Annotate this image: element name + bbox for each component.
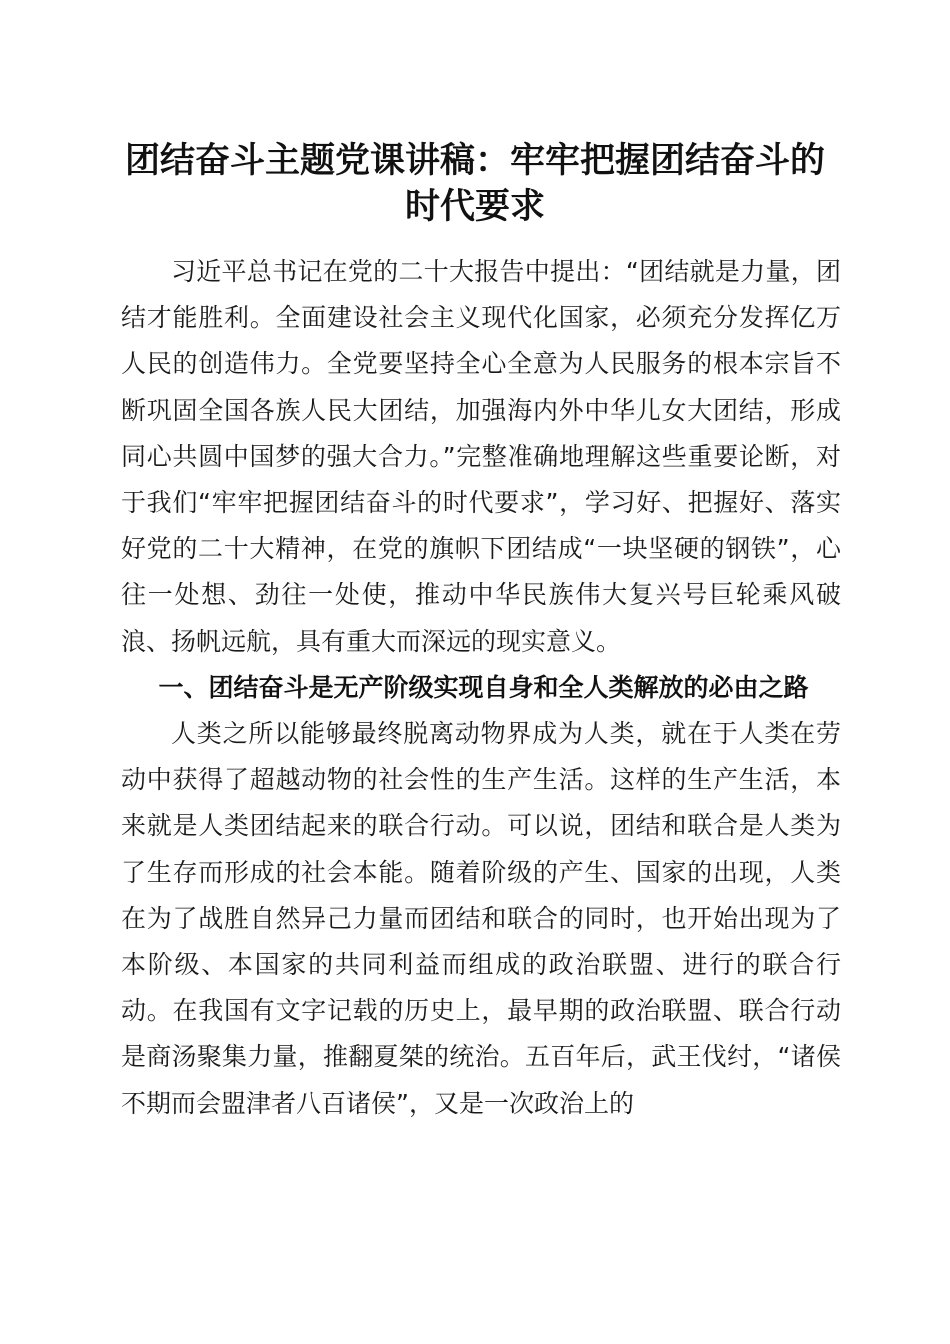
paragraph-intro: 习近平总书记在党的二十大报告中提出：“团结就是力量，团结才能胜利。全面建设社会主义现代化国家，必须充分发挥亿万人民的创造伟力。全党要坚持全心全意为人民服务的根本宗旨不断巩固全国各族人民大团结，加强海内外中华儿女大团结，形成同心共圆中国梦的强大合力。”完整准确地理解这些重要论断，对于我们“牢牢把握团结奋斗的时代要求”，学习好、把握好、落实好党的二十大精神，在党的旗帜下团结成“一块坚硬的钢铁”，心往一处想、劲往一处使，推动中华民族伟大复兴号巨轮乘风破浪、扬帆远航，具有重大而深远的现实意义。 (121, 257, 841, 656)
paragraph-section-1: 人类之所以能够最终脱离动物界成为人类，就在于人类在劳动中获得了超越动物的社会性的生产生活。这样的生产生活，本来就是人类团结起来的联合行动。可以说，团结和联合是人类为了生存而形成的社会本能。随着阶级的产生、国家的出现，人类在为了战胜自然异己力量而团结和联合的同时，也开始出现为了本阶级、本国家的共同利益而组成的政治联盟、进行的联合行动。在我国有文字记载的历史上，最早期的政治联盟、联合行动是商汤聚集力量，推翻夏桀的统治。五百年后，武王伐纣，“诸侯不期而会盟津者八百诸侯”，又是一次政治上的 (121, 719, 841, 1118)
document-title-line-2: 时代要求 (404, 186, 545, 227)
section-heading-1: 一、团结奋斗是无产阶级实现自身和全人类解放的必由之路 (158, 672, 809, 702)
document-title-line-1: 团结奋斗主题党课讲稿：牢牢把握团结奋斗的 (124, 140, 825, 181)
document-body (121, 249, 841, 1127)
